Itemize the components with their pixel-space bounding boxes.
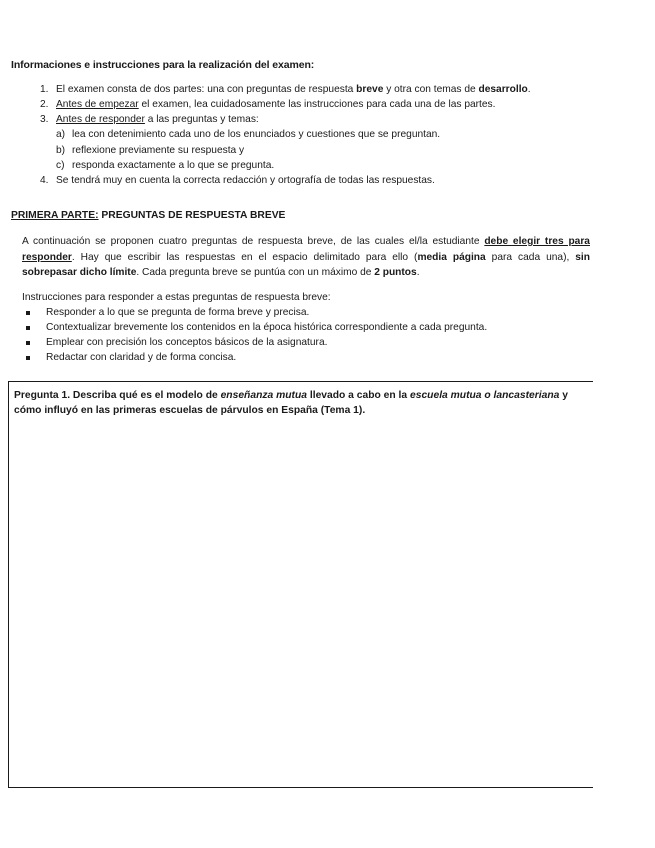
instruction-4: Se tendrá muy en cuenta la correcta redacción y ortografía de todas las respuestas. — [56, 175, 435, 186]
text-run: y cómo influyó en las primeras escuelas de párvulos en España (Tema 1). — [14, 390, 568, 416]
instruction-3 — [56, 114, 259, 126]
text-run: Pregunta 1. Describa qué es el modelo de — [14, 390, 221, 401]
bullet-text: Emplear con precisión los conceptos básicos de la asignatura. — [46, 337, 328, 348]
text-run: sin sobrepasar dicho límite — [22, 251, 590, 278]
subitem-a: lea con detenimiento cada uno de los enunciados y cuestiones que se preguntan. — [72, 129, 441, 140]
instruction-1 — [56, 84, 531, 96]
text-run: . — [527, 84, 531, 95]
bullet-icon — [26, 341, 30, 345]
bullet-text: Contextualizar brevemente los contenidos en la época histórica correspondiente a cada pregunta. — [46, 322, 488, 333]
text-run: Antes de responder — [56, 114, 145, 125]
answer-box[interactable] — [8, 381, 593, 788]
text-run: y otra con temas de — [383, 84, 479, 95]
text-run: Antes de empezar — [56, 99, 139, 110]
bullet-icon — [26, 356, 30, 360]
question-1 — [14, 388, 590, 418]
text-run: escuela mutua o lancasteriana — [410, 390, 560, 401]
text-run: para cada una), — [485, 251, 576, 263]
section-label: PRIMERA PARTE: — [11, 210, 99, 221]
instructions-heading: Informaciones e instrucciones para la realización del examen: — [11, 59, 315, 71]
text-run: El examen consta de dos partes: una con preguntas de respuesta — [56, 84, 357, 95]
text-run: breve — [356, 84, 384, 95]
bullet-text: Responder a lo que se pregunta de forma breve y precisa. — [46, 307, 310, 318]
text-run: debe elegir tres para responder — [22, 236, 590, 263]
item-number: 3. — [40, 114, 49, 125]
subitem-letter: a) — [56, 129, 66, 140]
subitem-letter: b) — [56, 145, 66, 156]
text-run: . Hay que escribir las respuestas en el espacio delimitado para ello ( — [71, 251, 418, 263]
bullets-intro: Instrucciones para responder a estas preguntas de respuesta breve: — [22, 292, 331, 303]
text-run: el examen, lea cuidadosamente las instrucciones para cada una de las partes. — [138, 99, 496, 110]
item-number: 4. — [40, 175, 49, 186]
subitem-b: reflexione previamente su respuesta y — [72, 145, 245, 156]
text-run: desarrollo — [478, 84, 528, 95]
item-number: 2. — [40, 99, 49, 110]
text-run: media página — [417, 251, 486, 263]
text-run: llevado a cabo en la — [306, 390, 410, 401]
text-run: . — [416, 267, 420, 278]
subitem-letter: c) — [56, 160, 65, 171]
subitem-c: responda exactamente a lo que se pregunta. — [72, 160, 275, 171]
section-name: PREGUNTAS DE RESPUESTA BREVE — [98, 210, 286, 221]
instruction-2 — [56, 99, 495, 111]
text-run: a las preguntas y temas: — [144, 114, 259, 125]
section-title — [11, 210, 285, 221]
item-number: 1. — [40, 84, 49, 95]
text-run: enseñanza mutua — [220, 390, 307, 401]
bullet-icon — [26, 326, 30, 330]
text-run: . Cada pregunta breve se puntúa con un máximo de — [136, 267, 375, 278]
text-run: 2 puntos — [374, 267, 417, 278]
bullet-icon — [26, 311, 30, 315]
intro-paragraph — [22, 234, 590, 281]
bullet-text: Redactar con claridad y de forma concisa. — [46, 352, 237, 363]
text-run: A continuación se proponen cuatro preguntas de respuesta breve, de las cuales el/la estudiante — [22, 236, 485, 247]
